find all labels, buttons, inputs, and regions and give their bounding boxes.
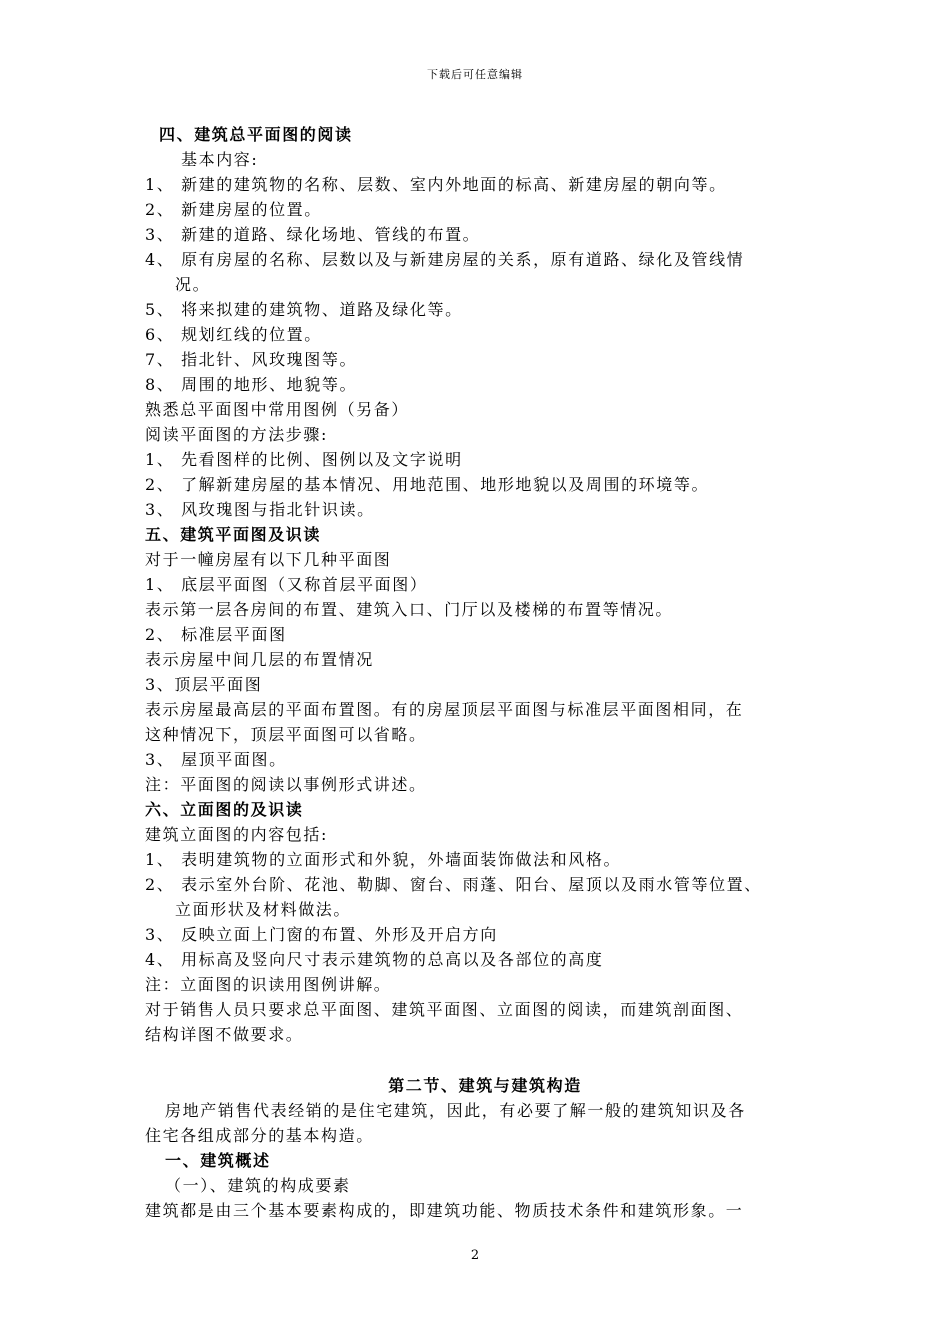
document-body <box>145 122 825 1223</box>
list-item: 6、 规划红线的位置。 <box>145 325 322 344</box>
paragraph: 表示房屋中间几层的布置情况 <box>145 650 374 669</box>
paragraph: 房地产销售代表经销的是住宅建筑，因此，有必要了解一般的建筑知识及各 <box>165 1101 746 1120</box>
paragraph: 建筑都是由三个基本要素构成的，即建筑功能、物质技术条件和建筑形象。一 <box>145 1201 744 1220</box>
section-subtitle: 基本内容: <box>181 150 259 169</box>
paragraph: 建筑立面图的内容包括: <box>145 825 328 844</box>
list-item: 1、 新建的建筑物的名称、层数、室内外地面的标高、新建房屋的朝向等。 <box>145 175 727 194</box>
list-item: 3、 风玫瑰图与指北针识读。 <box>145 500 375 519</box>
list-item: 4、 原有房屋的名称、层数以及与新建房屋的关系，原有道路、绿化及管线情 <box>145 250 745 269</box>
note: 注：立面图的识读用图例讲解。 <box>145 975 392 994</box>
paragraph: 表示第一层各房间的布置、建筑入口、门厅以及楼梯的布置等情况。 <box>145 600 674 619</box>
list-item-continuation: 况。 <box>175 275 211 294</box>
paragraph: 表示房屋最高层的平面布置图。有的房屋顶层平面图与标准层平面图相同，在 <box>145 700 744 719</box>
section-heading: 五、建筑平面图及识读 <box>145 525 322 544</box>
list-item: 1、 表明建筑物的立面形式和外貌，外墙面装饰做法和风格。 <box>145 850 622 869</box>
list-item: 1、 先看图样的比例、图例以及文字说明 <box>145 450 463 469</box>
list-item: 2、 新建房屋的位置。 <box>145 200 322 219</box>
section-heading: 六、立面图的及识读 <box>145 800 304 819</box>
list-item: 3、顶层平面图 <box>145 675 263 694</box>
page-number: 2 <box>470 1248 480 1263</box>
list-item: 2、 了解新建房屋的基本情况、用地范围、地形地貌以及周围的环境等。 <box>145 475 710 494</box>
list-item: 7、 指北针、风玫瑰图等。 <box>145 350 358 369</box>
spacer <box>145 1047 825 1073</box>
sub-heading: 一、建筑概述 <box>165 1151 271 1170</box>
section-heading: 四、建筑总平面图的阅读 <box>159 125 353 144</box>
list-item: 1、 底层平面图（又称首层平面图） <box>145 575 428 594</box>
list-item: 4、 用标高及竖向尺寸表示建筑物的总高以及各部位的高度 <box>145 950 604 969</box>
sub-sub-heading: （一）、建筑的构成要素 <box>165 1176 351 1195</box>
paragraph: 住宅各组成部分的基本构造。 <box>145 1126 374 1145</box>
list-item: 3、 反映立面上门窗的布置、外形及开启方向 <box>145 925 498 944</box>
list-item: 3、 新建的道路、绿化场地、管线的布置。 <box>145 225 481 244</box>
list-item-continuation: 立面形状及材料做法。 <box>175 900 352 919</box>
paragraph: 结构详图不做要求。 <box>145 1025 304 1044</box>
paragraph: 熟悉总平面图中常用图例（另备） <box>145 400 410 419</box>
paragraph: 对于一幢房屋有以下几种平面图 <box>145 550 392 569</box>
paragraph: 这种情况下，顶层平面图可以省略。 <box>145 725 427 744</box>
chapter-heading: 第二节、建筑与建筑构造 <box>388 1076 582 1095</box>
list-item: 3、 屋顶平面图。 <box>145 750 287 769</box>
paragraph: 对于销售人员只要求总平面图、建筑平面图、立面图的阅读，而建筑剖面图、 <box>145 1000 744 1019</box>
list-item: 5、 将来拟建的建筑物、道路及绿化等。 <box>145 300 463 319</box>
paragraph: 阅读平面图的方法步骤: <box>145 425 328 444</box>
note: 注：平面图的阅读以事例形式讲述。 <box>145 775 427 794</box>
list-item: 8、 周围的地形、地貌等。 <box>145 375 358 394</box>
list-item: 2、 标准层平面图 <box>145 625 287 644</box>
list-item: 2、 表示室外台阶、花池、勒脚、窗台、雨蓬、阳台、屋顶以及雨水管等位置、 <box>145 875 762 894</box>
page-header: 下载后可任意编辑 <box>427 68 523 81</box>
